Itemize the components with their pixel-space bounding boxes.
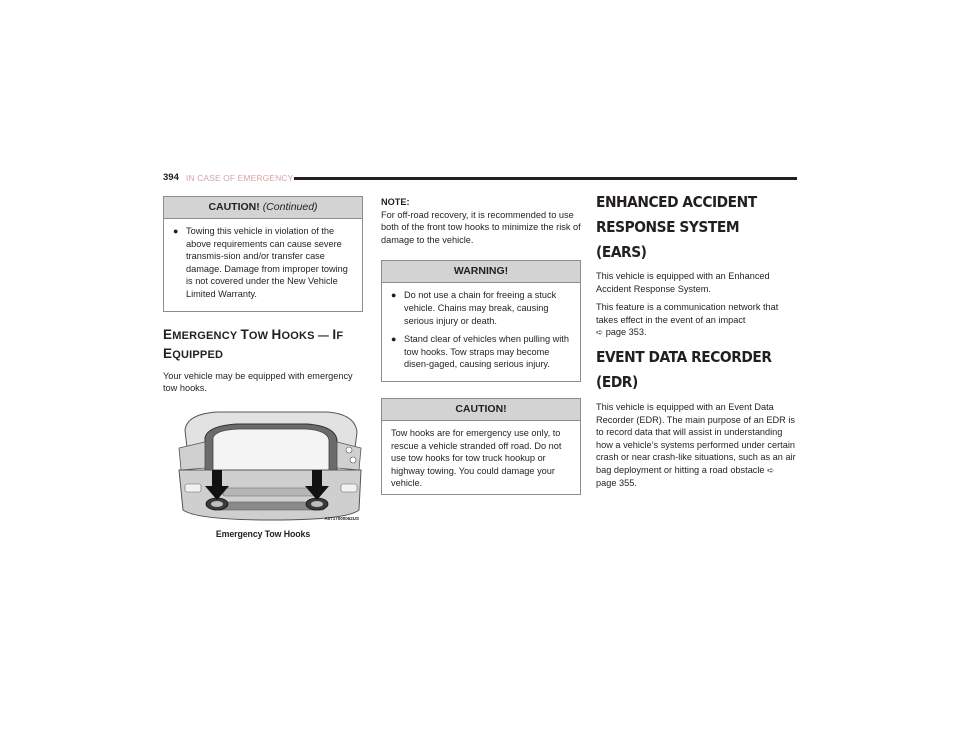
caution-title: CAUTION! [382, 399, 580, 421]
caution-bullet-1 [173, 225, 353, 301]
page-ref-arrow-icon: ➪ [767, 464, 775, 475]
caution-continued-body [164, 219, 362, 311]
column-left [163, 196, 363, 539]
ears-paragraph-1: This vehicle is equipped with an Enhanced Accident Response System. [596, 271, 770, 294]
ears-heading: ENHANCED ACCIDENT RESPONSE SYSTEM (EARS) [596, 193, 757, 261]
page-ref-arrow-icon: ➪ [596, 327, 604, 338]
caution-box [381, 398, 581, 495]
page-number: 394 [163, 172, 179, 183]
caution-continued-box [163, 196, 363, 312]
section-title: IN CASE OF EMERGENCY [186, 172, 294, 183]
warning-bullet-1: ● Do not use a chain for freeing a stuck vehicle. Chains may break, causing serious injury or death. [391, 290, 557, 326]
tow-hooks-heading: EMERGENCY TOW HOOKS — IF EQUIPPED [163, 326, 344, 361]
caution-bullet-text: Towing this vehicle in violation of the above requirements can cause severe transmis-sion and/or transfer case damage. Damage from improper towing is not covered under the New Vehicle Limited Warranty. [186, 226, 348, 299]
figure-caption: Emergency Tow Hooks [215, 528, 311, 539]
bullet-icon: ● [391, 334, 397, 345]
column-middle [381, 196, 581, 495]
caution-continued-title [164, 197, 362, 219]
warning-bullet-2: ● Stand clear of vehicles when pulling with tow hooks. Tow straps may become disen-gaged, causing serious injury. [391, 334, 569, 370]
vehicle-front-illustration [177, 408, 363, 526]
caution-title-italic: (Continued) [262, 201, 318, 213]
edr-paragraph: This vehicle is equipped with an Event Data Recorder (EDR). The main purpose of an EDR is to record data that will assist in understanding how a vehicle’s systems performed under certain crash or near crash-like situations, such as an air bag deployment or hitting a road obstacle ➪ page 355. [596, 401, 796, 488]
figure-code: A0717000062US [324, 515, 359, 521]
page-header [163, 172, 797, 186]
tow-hooks-figure [177, 408, 363, 526]
ears-paragraph-2: This feature is a communication network that takes effect in the event of an impact ➪ page 353. [596, 302, 779, 338]
header-rule [294, 177, 797, 180]
bullet-icon: ● [173, 226, 179, 236]
caution-title-bold: CAUTION! [208, 201, 260, 213]
ears-page-link[interactable]: page 353. [605, 327, 647, 338]
caution-body [382, 421, 580, 494]
column-right [596, 193, 796, 495]
edr-heading: EVENT DATA RECORDER (EDR) [596, 347, 772, 391]
caution-text: Tow hooks are for emergency use only, to rescue a vehicle stranded off road. Do not use tow hooks for tow truck hookup or highway towing. You could damage your vehicle. [391, 427, 562, 489]
edr-page-link[interactable]: page 355. [596, 477, 637, 488]
warning-body [382, 283, 580, 381]
note-label: NOTE: [381, 197, 410, 207]
bullet-icon: ● [391, 290, 397, 301]
warning-box [381, 260, 581, 382]
note-text: For off-road recovery, it is recommended to use both of the front tow hooks to minimize the risk of damage to the vehicle. [381, 209, 581, 245]
warning-title: WARNING! [382, 261, 580, 283]
tow-hooks-intro: Your vehicle may be equipped with emergency tow hooks. [163, 370, 353, 394]
